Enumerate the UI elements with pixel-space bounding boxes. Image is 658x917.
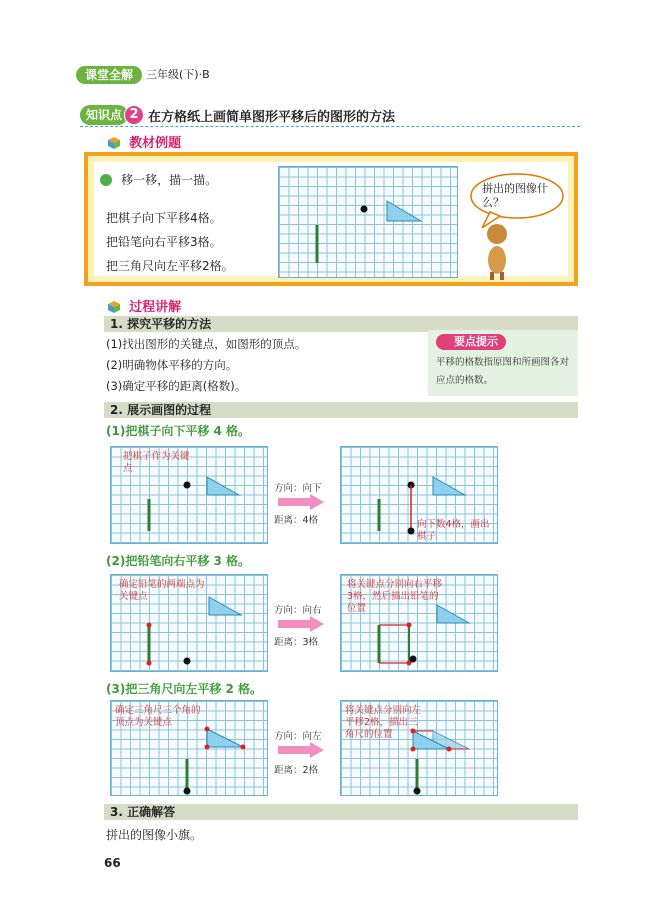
part1-item-2: (2)明确物体平移的方向。	[106, 358, 238, 372]
arrow-right-icon	[278, 616, 324, 632]
example-line-2: 把铅笔向右平移3格。	[106, 235, 222, 249]
example-instruction	[100, 168, 217, 192]
step1-note-before: 把棋子作为关键点	[123, 451, 190, 474]
knowledge-heading	[80, 104, 395, 126]
chess-piece	[361, 206, 368, 213]
step1-distance: 距离：4格	[274, 515, 319, 526]
speech-bubble	[468, 172, 566, 222]
step3-title: (3)把三角尺向左平移 2 格。	[106, 682, 263, 696]
bubble-text: 拼出的图像什么？	[482, 182, 548, 209]
cube-icon	[108, 137, 120, 149]
instruction-text: 移一移，描一描。	[121, 173, 218, 187]
step1-grid-before	[110, 446, 268, 544]
step2-distance: 距离：3格	[274, 637, 319, 648]
part3-band: 3. 正确解答	[104, 804, 578, 820]
step1-title: (1)把棋子向下平移 4 格。	[106, 424, 251, 438]
section-example-label: 教材例题	[129, 136, 182, 151]
example-grid	[278, 166, 458, 278]
step1-grid-after	[340, 446, 498, 544]
section-process	[108, 296, 181, 315]
part1-item-3: (3)确定平移的距离(格数)。	[106, 379, 247, 393]
arrow-right-icon	[278, 742, 324, 758]
dog-mascot-icon	[482, 220, 512, 280]
book-badge: 课堂全解	[76, 66, 142, 84]
section-example	[108, 132, 181, 151]
arrow-right-icon	[278, 494, 324, 510]
step3-arrow-group	[274, 704, 340, 784]
example-box	[84, 152, 578, 286]
part2-band: 2. 展示画图的过程	[104, 402, 578, 418]
knowledge-title: 在方格纸上画简单图形平移后的图形的方法	[148, 109, 396, 125]
step2-title: (2)把铅笔向右平移 3 格。	[106, 554, 251, 568]
step3-direction: 方向：向左	[274, 731, 322, 742]
step2-direction: 方向：向右	[274, 605, 322, 616]
tip-body: 平移的格数指原图和所画图各对应点的格数。	[436, 357, 570, 386]
example-inner	[94, 162, 568, 276]
example-figures	[279, 167, 459, 279]
step1-note-after: 向下数4格，画出棋子	[417, 519, 490, 542]
step2-grid-before	[110, 574, 268, 672]
knowledge-number: 2	[124, 105, 144, 125]
part1-item-1: (1)找出图形的关键点，如图形的顶点。	[106, 337, 307, 351]
book-grade: 三年级(下)·B	[146, 68, 210, 81]
cube-icon	[108, 301, 120, 313]
page-number: 66	[104, 856, 121, 870]
example-line-1: 把棋子向下平移4格。	[106, 211, 222, 225]
step3-distance: 距离：2格	[274, 765, 319, 776]
step1-direction: 方向：向下	[274, 483, 322, 494]
answer-text: 拼出的图像小旗。	[106, 828, 203, 842]
step3-note-before: 确定三角尺三个角的顶点为关键点	[115, 705, 201, 728]
example-line-3: 把三角尺向左平移2格。	[106, 259, 234, 273]
step2-grid-after	[340, 574, 498, 672]
step2-note-before: 确定铅笔的两端点为关键点	[119, 579, 205, 602]
step3-note-after: 将关键点分别向左平移2格，描出三角尺的位置	[345, 705, 422, 740]
tip-heading: 要点提示	[436, 334, 506, 350]
step3-grid-after	[340, 700, 498, 796]
green-dot-icon	[100, 174, 112, 186]
knowledge-badge: 知识点	[80, 105, 128, 125]
heading-divider	[80, 126, 580, 127]
section-process-label: 过程讲解	[129, 300, 182, 315]
step3-grid-before	[110, 700, 268, 796]
step2-note-after: 将关键点分别向右平移3格，然后描出铅笔的位置	[347, 579, 443, 614]
part1-band: 1. 探究平移的方法	[104, 316, 578, 332]
step2-arrow-group	[274, 578, 340, 658]
triangle-ruler	[387, 201, 421, 221]
step1-arrow-group	[274, 450, 340, 530]
